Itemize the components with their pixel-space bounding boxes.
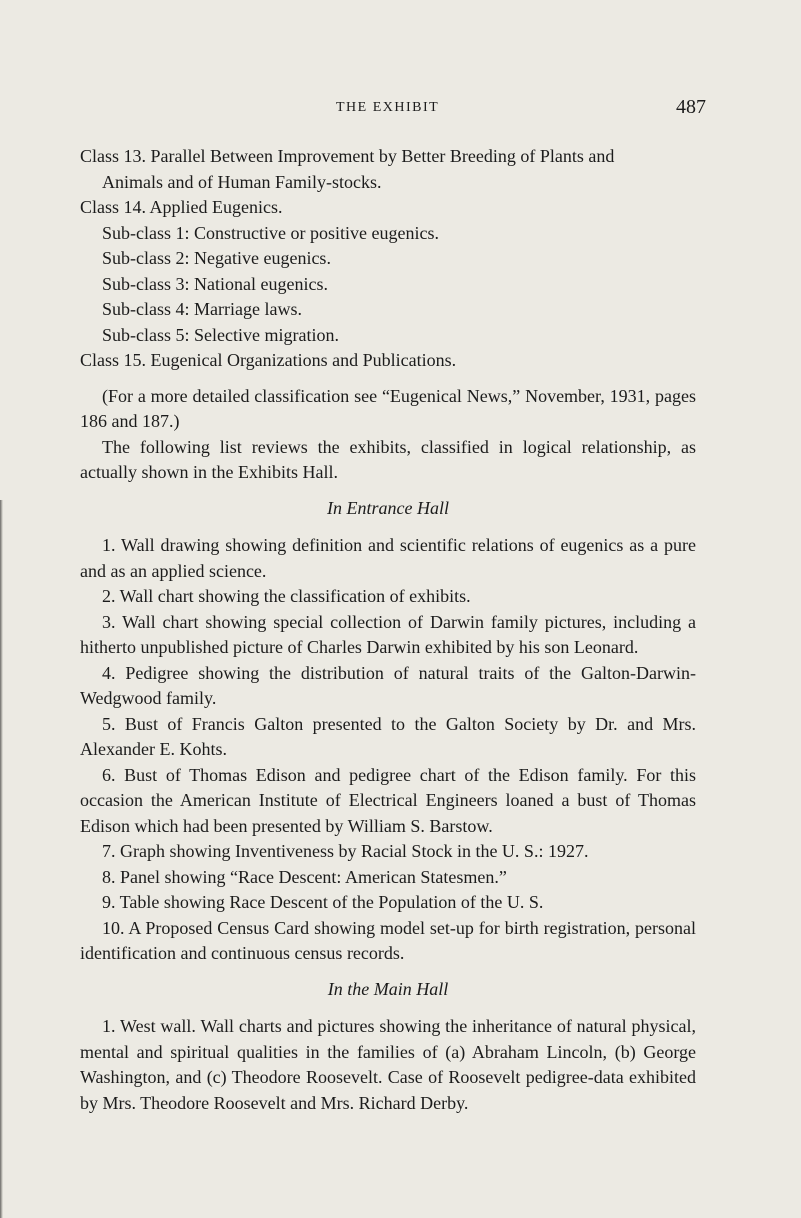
entrance-item-9: 9. Table showing Race Descent of the Population of the U. S. (102, 892, 544, 912)
intro-paragraph: The following list reviews the exhibits, classified in logical relationship, as actually shown in the Exhibits Hall. (80, 436, 696, 482)
subclass-4: Sub-class 4: Marriage laws. (102, 299, 302, 319)
page-edge-shadow (0, 500, 3, 1218)
entrance-item-1: 1. Wall drawing showing definition and scientific relations of eugenics as a pure and as an applied science. (80, 535, 696, 581)
main-hall-heading: In the Main Hall (327, 978, 449, 999)
subclass-5: Sub-class 5: Selective migration. (102, 324, 339, 345)
entrance-item-6: 6. Bust of Thomas Edison and pedigree chart of the Edison family. For this occasion the American Institute of Electrical Engineers loaned a bust of Thomas Edison which had been presented by William S. Barstow. (80, 764, 696, 836)
entrance-item-2: 2. Wall chart showing the classification of exhibits. (102, 586, 471, 606)
entrance-item-3: 3. Wall chart showing special collection of Darwin family pictures, including a hitherto unpublished picture of Charles Darwin exhibited by his son Leonard. (80, 611, 696, 657)
entrance-item-8: 8. Panel showing “Race Descent: American Statesmen.” (102, 866, 507, 887)
class-14: Class 14. Applied Eugenics. (80, 197, 283, 217)
main-hall-item-1: 1. West wall. Wall charts and pictures showing the inheritance of natural physical, mental and spiritual qualities in the families of (a) Abraham Lincoln, (b) George Washington, and (c) Theodore Roosevelt. Case of Roosevelt pedigree-data exhibited by Mrs. Theodore Roosevelt and Mrs. Richard Derby. (80, 1016, 696, 1113)
subclass-3: Sub-class 3: National eugenics. (102, 273, 328, 294)
entrance-item-10: 10. A Proposed Census Card showing model set-up for birth registration, personal identification and continuous census records. (80, 917, 696, 963)
entrance-hall-heading: In Entrance Hall (327, 497, 449, 518)
entrance-item-7: 7. Graph showing Inventiveness by Racial Stock in the U. S.: 1927. (102, 841, 589, 861)
page-body (80, 144, 696, 1116)
page-header (0, 96, 801, 126)
page-number: 487 (676, 96, 706, 118)
entrance-item-5: 5. Bust of Francis Galton presented to the Galton Society by Dr. and Mrs. Alexander E. Kohts. (80, 713, 696, 759)
class-15: Class 15. Eugenical Organizations and Publications. (80, 350, 457, 370)
entrance-item-4: 4. Pedigree showing the distribution of natural traits of the Galton-Darwin-Wedgwood family. (80, 662, 696, 708)
class-13-line-1: Class 13. Parallel Between Improvement by Better Breeding of Plants and (80, 146, 615, 166)
class-13-line-2: Animals and of Human Family-stocks. (102, 171, 382, 192)
running-title: THE EXHIBIT (336, 100, 440, 115)
classification-note: (For a more detailed classification see “Eugenical News,” November, 1931, pages 186 and 187.) (80, 385, 696, 431)
subclass-2: Sub-class 2: Negative eugenics. (102, 248, 331, 268)
subclass-1: Sub-class 1: Constructive or positive eugenics. (102, 222, 439, 243)
